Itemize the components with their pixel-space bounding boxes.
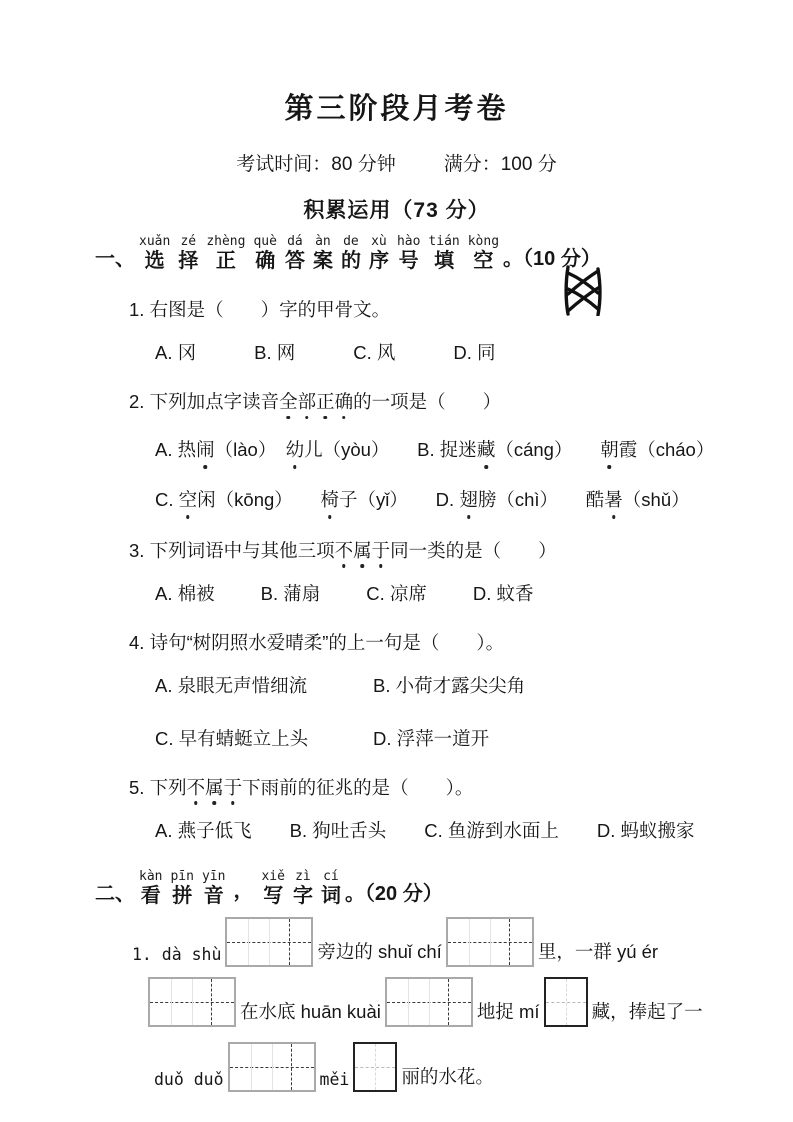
text-segment: 5. 下列 (129, 776, 187, 798)
section-1-heading (95, 232, 751, 273)
writing-box-2char[interactable] (225, 917, 313, 967)
box-guide-line (289, 919, 290, 965)
box-guide-line (408, 979, 409, 1025)
option: B. 狗吐舌头 (289, 819, 387, 841)
question-3-stem (129, 539, 751, 563)
pinyin-annotation: kàn (139, 868, 163, 884)
ruby-pair (468, 235, 499, 273)
emphasized-char: 幼 (286, 437, 305, 464)
emphasized-char: 正 (316, 390, 335, 414)
box-guide-line (211, 979, 212, 1025)
box-guide-line (566, 979, 567, 1025)
ruby-pair (170, 870, 193, 908)
writing-box-2char[interactable] (446, 917, 534, 967)
ruby-pair (341, 235, 361, 273)
hanzi-char: 序 (368, 250, 389, 272)
text-segment: 儿（yòu） B. 捉迷 (304, 439, 477, 461)
question-4-options (155, 672, 525, 751)
emphasized-char: 闹 (196, 437, 215, 464)
text-segment: 闲（kōng） (197, 488, 321, 510)
pinyin-annotation: àn (315, 234, 331, 249)
ruby-pair (253, 235, 276, 273)
option: B. 小荷才露尖尖角 (373, 674, 526, 696)
text-segment: 子（yǐ） D. (339, 488, 460, 510)
text-segment: 下雨前的征兆的是（ ）。 (242, 776, 474, 798)
pinyin-annotation: de (343, 234, 359, 249)
ruby-pair (202, 870, 225, 908)
box-guide-line (490, 919, 491, 965)
writing-box-2char[interactable] (385, 977, 473, 1027)
box-guide-line (509, 919, 510, 965)
box-guide-line (269, 919, 270, 965)
box-guide-line (192, 979, 193, 1025)
option: A. 冈 (155, 342, 197, 364)
question-1-stem: 1. 右图是（ ）字的甲骨文。 (129, 299, 391, 320)
question-4-stem: 4. 诗句“树阴照水爱晴柔”的上一句是（ ）。 (129, 631, 505, 653)
pinyin-annotation: xuǎn (139, 234, 171, 249)
text-segment: 霞（cháo） (618, 439, 715, 461)
emphasized-char: 属 (205, 776, 224, 800)
box-guide-line (248, 919, 249, 965)
full-score-label: 满分：100 分 (443, 154, 557, 175)
hanzi-char: 确 (255, 250, 276, 272)
section-2-heading (95, 865, 751, 908)
pinyin-annotation: xù (371, 234, 387, 249)
writing-box-1char[interactable] (353, 1042, 397, 1092)
fill-3-text-lishuihua: 丽的水花。 (401, 1065, 494, 1087)
hanzi-char: 选 (144, 250, 165, 272)
writing-box-2char[interactable] (148, 977, 236, 1027)
question-2-stem (129, 390, 751, 414)
question-3-options (155, 580, 751, 606)
fill-1-text-shuichi: 旁边的 shuǐ chí (317, 940, 442, 962)
ruby-pair (139, 870, 162, 908)
emphasized-char: 全 (279, 390, 298, 414)
fill-line-1 (128, 917, 751, 967)
hanzi-char: 择 (178, 250, 199, 272)
text-segment: （shǔ） (622, 488, 690, 510)
emphasized-char: 不 (335, 539, 354, 563)
hanzi-char: 的 (340, 250, 361, 272)
option: D. 蚊香 (472, 582, 534, 604)
box-guide-line (469, 919, 470, 965)
exam-time-label: 考试时间：80 分钟 (236, 154, 396, 175)
option: D. 同 (453, 342, 496, 364)
text-segment: 2. 下列加点字读音 (129, 391, 280, 413)
pinyin-annotation: hào (396, 234, 421, 249)
pinyin-annotation: dá (287, 234, 303, 249)
box-guide-line (171, 979, 172, 1025)
hanzi-char: 拼 (172, 884, 193, 907)
text-segment: （cáng） (495, 439, 601, 461)
fill-2-text-cang: 藏，捧起了一 (591, 1000, 703, 1022)
emphasized-char: 椅 (321, 487, 340, 514)
hanzi-char: 空 (473, 250, 494, 272)
emphasized-char: 不 (187, 776, 206, 800)
pinyin-annotation: zhèng (206, 234, 246, 249)
ruby-pair (206, 235, 245, 273)
section-1-number: 一、 (95, 248, 135, 270)
box-guide-line (272, 1044, 273, 1090)
oracle-bone-glyph (560, 264, 606, 316)
emphasized-char: 部 (298, 390, 317, 414)
box-guide-line (251, 1044, 252, 1090)
option: D. 蚂蚁搬家 (596, 819, 695, 841)
section-2-points: 。（20 分） (344, 882, 443, 905)
question-5-stem (129, 776, 751, 800)
hanzi-char: 答 (284, 250, 305, 272)
hanzi-char: 填 (434, 250, 455, 272)
fill-3-pinyin-duoduo: duǒ duǒ (154, 1069, 224, 1089)
writing-box-2char[interactable] (228, 1042, 316, 1092)
text-segment: （lào） (214, 439, 286, 461)
ruby-pair (313, 235, 333, 273)
fill-1-text-yuer: 里，一群 yú ér (537, 940, 659, 962)
pinyin-annotation: kòng (467, 234, 500, 249)
fill-2-text-huankuai: 在水底 huān kuài (240, 1000, 381, 1022)
emphasized-char: 属 (353, 539, 372, 563)
question-2-options-row-1 (155, 437, 751, 464)
section-2-ruby-title (135, 865, 345, 908)
text-segment: 3. 下列词语中与其他三项 (129, 539, 335, 561)
hanzi-char: 词 (320, 884, 341, 907)
box-guide-line (429, 979, 430, 1025)
emphasized-char: 确 (335, 390, 354, 414)
ruby-pair (178, 235, 198, 273)
option: B. 网 (254, 342, 296, 364)
fill-line-3 (150, 1042, 751, 1092)
pinyin-annotation: yīn (201, 868, 226, 884)
pinyin-annotation: cí (323, 868, 339, 884)
emphasized-char: 于 (372, 539, 391, 563)
question-5-options (155, 817, 751, 843)
hanzi-char: 音 (203, 884, 224, 907)
emphasized-char: 朝 (600, 437, 619, 464)
emphasized-char: 空 (179, 487, 198, 514)
option: A. 燕子低飞 (155, 819, 252, 841)
ruby-pair (139, 235, 170, 273)
hanzi-char: ， (233, 879, 254, 902)
box-guide-line (448, 979, 449, 1025)
box-guide-line (375, 1044, 376, 1090)
hanzi-char: 看 (140, 884, 161, 907)
option: B. 蒲扇 (260, 582, 321, 604)
text-segment: 的一项是（ ） (353, 391, 502, 413)
fill-line-2 (148, 977, 751, 1027)
pinyin-annotation: xiě (261, 868, 285, 884)
hanzi-char: 案 (312, 250, 333, 272)
ruby-pair (321, 870, 341, 908)
text-segment: 膀（chì） 酷 (477, 488, 605, 510)
text-segment: 同一类的是（ ） (390, 539, 557, 561)
ruby-pair (369, 235, 389, 273)
section-1-points: 。（10 分） (503, 248, 601, 270)
text-segment: A. 热 (155, 439, 197, 461)
pinyin-annotation: zì (295, 868, 311, 884)
question-1-options (155, 339, 751, 365)
pinyin-annotation: què (253, 234, 277, 249)
fill-1-pinyin-dashu: 1. dà shù (132, 944, 222, 964)
ruby-pair (261, 870, 284, 908)
option: C. 凉席 (366, 582, 427, 604)
pinyin-annotation: tián (428, 234, 460, 249)
box-guide-line (291, 1044, 292, 1090)
writing-box-1char[interactable] (544, 977, 588, 1027)
section-1-ruby-title (135, 232, 503, 273)
option: C. 鱼游到水面上 (424, 819, 559, 841)
option: C. 风 (353, 342, 396, 364)
emphasized-char: 翅 (459, 487, 478, 514)
hanzi-char: 号 (398, 250, 419, 272)
fill-3-pinyin-mei: měi (319, 1069, 350, 1089)
exam-info-line (0, 149, 793, 176)
pinyin-annotation: zé (180, 234, 197, 249)
option: A. 泉眼无声惜细流 (155, 674, 308, 696)
emphasized-char: 藏 (477, 437, 496, 464)
ruby-pair (233, 865, 253, 903)
option: C. 早有蜻蜓立上头 (155, 727, 309, 749)
part-one-header: 积累运用（73 分） (303, 199, 490, 222)
hanzi-char: 正 (215, 250, 236, 272)
option: D. 浮萍一道开 (373, 727, 490, 749)
emphasized-char: 于 (224, 776, 243, 800)
option: A. 棉被 (155, 582, 215, 604)
ruby-pair (397, 235, 420, 273)
ruby-pair (285, 235, 305, 273)
hanzi-char: 写 (263, 884, 284, 907)
text-segment: C. (155, 488, 179, 510)
hanzi-char: 字 (292, 884, 313, 907)
pinyin-annotation: pīn (170, 868, 194, 884)
question-2-options-row-2 (155, 487, 751, 514)
emphasized-char: 暑 (604, 487, 623, 514)
fill-2-text-zhuomi: 地捉 mí (476, 1000, 540, 1022)
section-2-number: 二、 (95, 882, 135, 905)
page-title: 第三阶段月考卷 (284, 93, 509, 125)
paper-content (0, 232, 793, 1092)
ruby-pair (293, 870, 313, 908)
ruby-pair (428, 235, 459, 273)
